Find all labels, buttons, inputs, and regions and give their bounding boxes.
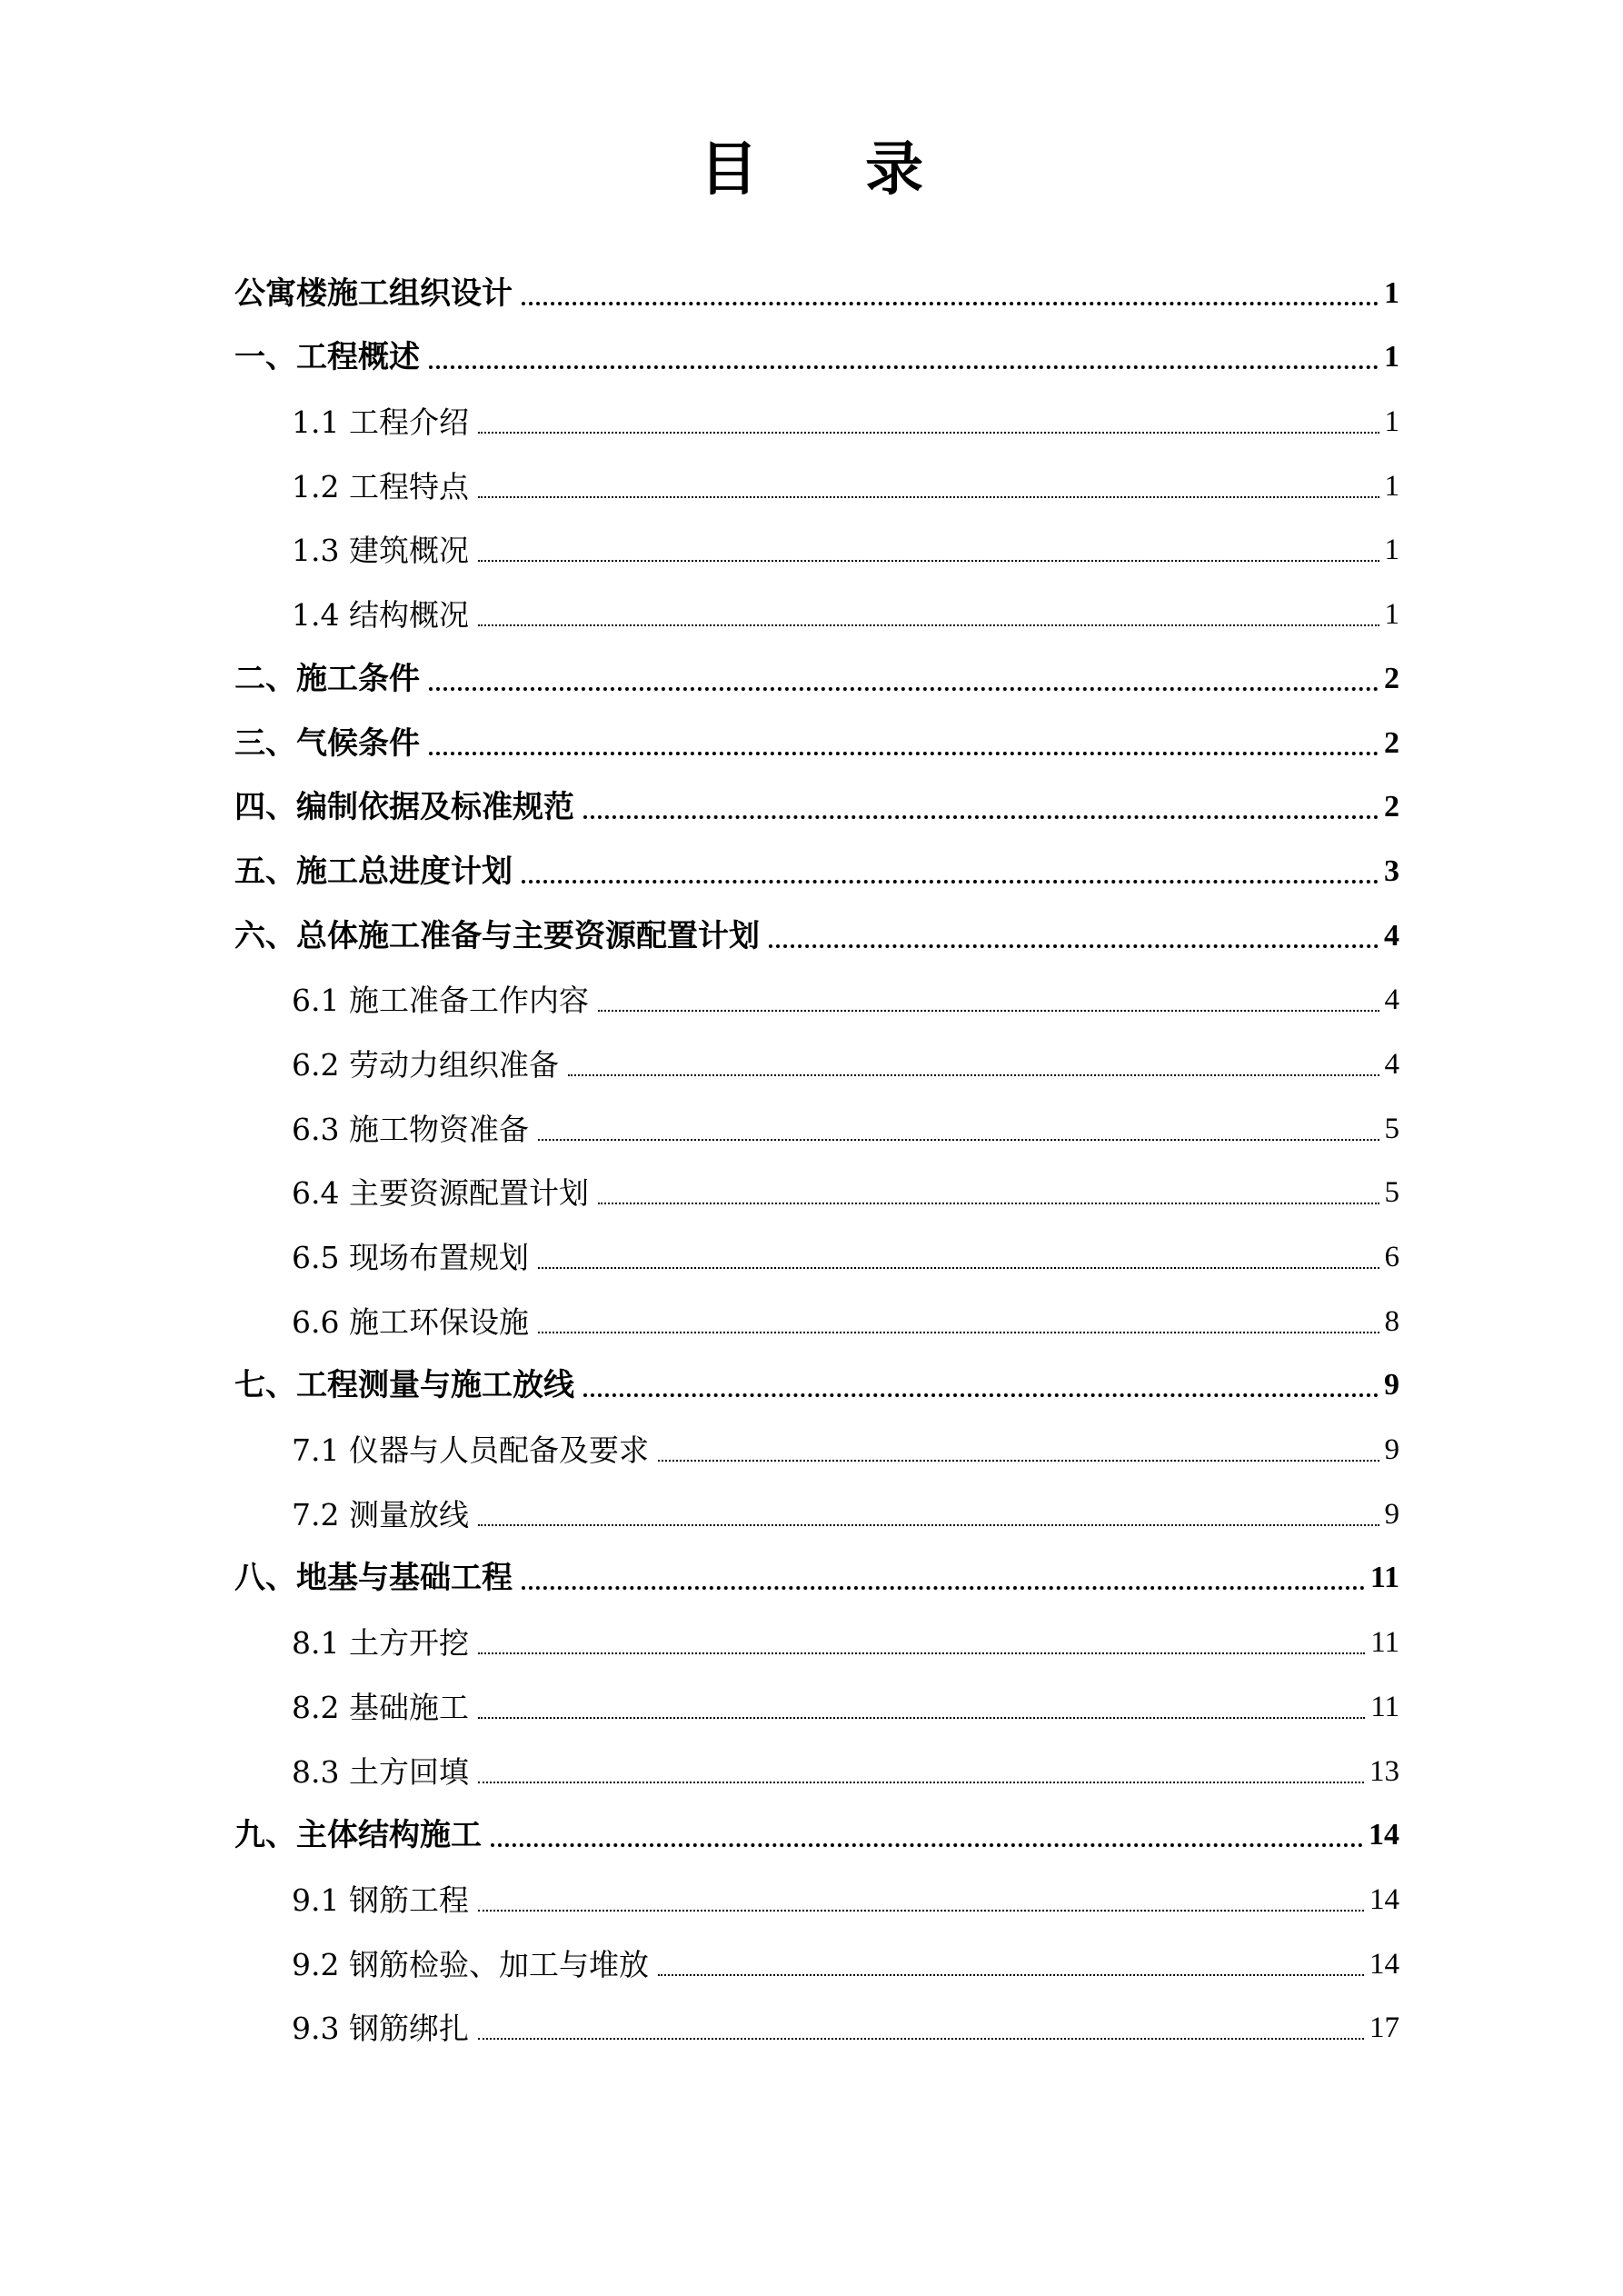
toc-page-number: 14 [1369, 1818, 1399, 1852]
toc-page-number: 1 [1384, 598, 1399, 632]
toc-chapter-entry[interactable] [234, 1350, 1399, 1414]
dot-leader [478, 1524, 1379, 1526]
toc-page-number: 1 [1384, 405, 1399, 439]
toc-chapter-entry[interactable] [234, 1542, 1399, 1607]
dot-leader [583, 1393, 1379, 1397]
toc-entry-label: 一、工程概述 [234, 339, 420, 376]
dot-leader [522, 302, 1379, 305]
toc-section-entry[interactable] [234, 1093, 1399, 1157]
toc-section-entry[interactable] [234, 450, 1399, 514]
dot-leader [478, 560, 1379, 562]
dot-leader [478, 1782, 1364, 1783]
toc-section-entry[interactable] [234, 1606, 1399, 1671]
toc-page-number: 5 [1384, 1112, 1399, 1145]
toc-entry-label: 7.1 仪器与人员配备及要求 [292, 1433, 649, 1469]
toc-page-number: 2 [1384, 661, 1399, 695]
dot-leader [429, 365, 1379, 369]
toc-section-entry[interactable] [234, 1671, 1399, 1735]
table-of-contents [234, 257, 1399, 2056]
dot-leader [598, 1203, 1379, 1204]
toc-page-number: 4 [1384, 918, 1399, 953]
toc-entry-label: 6.6 施工环保设施 [292, 1303, 529, 1340]
dot-leader [478, 2038, 1364, 2040]
toc-page-number: 5 [1384, 1176, 1399, 1210]
toc-section-entry[interactable] [234, 578, 1399, 643]
toc-entry-label: 8.2 基础施工 [292, 1689, 469, 1725]
toc-chapter-entry[interactable] [234, 707, 1399, 772]
toc-page-number: 17 [1369, 2011, 1399, 2045]
toc-chapter-entry[interactable] [234, 835, 1399, 900]
toc-page-number: 11 [1370, 1626, 1399, 1660]
toc-chapter-entry[interactable] [234, 643, 1399, 707]
toc-entry-label: 8.1 土方开挖 [292, 1625, 469, 1662]
toc-entry-label: 三、气候条件 [234, 724, 420, 762]
toc-section-entry[interactable] [234, 1992, 1399, 2057]
toc-section-entry[interactable] [234, 1028, 1399, 1093]
dot-leader [478, 496, 1379, 498]
toc-page-number: 9 [1384, 1368, 1399, 1403]
dot-leader [598, 1010, 1379, 1012]
toc-page-number: 4 [1384, 983, 1399, 1017]
toc-section-entry[interactable] [234, 1157, 1399, 1222]
toc-entry-label: 公寓楼施工组织设计 [234, 275, 513, 312]
toc-page-number: 8 [1384, 1304, 1399, 1338]
toc-page-number: 11 [1370, 1690, 1399, 1723]
toc-entry-label: 四、编制依据及标准规范 [234, 789, 574, 826]
toc-page-number: 1 [1384, 469, 1399, 503]
toc-chapter-entry[interactable] [234, 257, 1399, 322]
toc-page-number: 9 [1384, 1497, 1399, 1531]
dot-leader [478, 1652, 1365, 1654]
dot-leader [538, 1332, 1379, 1333]
toc-entry-label: 1.4 结构概况 [292, 597, 469, 634]
toc-entry-label: 9.2 钢筋检验、加工与堆放 [292, 1946, 649, 1982]
toc-entry-label: 9.1 钢筋工程 [292, 1882, 469, 1918]
toc-section-entry[interactable] [234, 514, 1399, 579]
toc-page-number: 1 [1384, 275, 1399, 310]
toc-entry-label: 6.2 劳动力组织准备 [292, 1046, 559, 1083]
toc-entry-label: 8.3 土方回填 [292, 1753, 469, 1790]
toc-entry-label: 1.2 工程特点 [292, 468, 469, 504]
toc-page-number: 1 [1384, 340, 1399, 374]
dot-leader [658, 1460, 1379, 1462]
toc-section-entry[interactable] [234, 1478, 1399, 1542]
toc-page-number: 6 [1384, 1241, 1399, 1273]
toc-chapter-entry[interactable] [234, 322, 1399, 386]
toc-section-entry[interactable] [234, 1285, 1399, 1350]
dot-leader [491, 1843, 1363, 1847]
toc-section-entry[interactable] [234, 1735, 1399, 1800]
toc-chapter-entry[interactable] [234, 772, 1399, 836]
toc-chapter-entry[interactable] [234, 1800, 1399, 1864]
toc-entry-label: 六、总体施工准备与主要资源配置计划 [234, 917, 760, 954]
dot-leader [583, 815, 1379, 819]
toc-section-entry[interactable] [234, 1863, 1399, 1928]
toc-section-entry[interactable] [234, 964, 1399, 1029]
toc-entry-label: 6.4 主要资源配置计划 [292, 1175, 589, 1212]
toc-page-number: 4 [1384, 1047, 1399, 1081]
toc-section-entry[interactable] [234, 1413, 1399, 1478]
toc-entry-label: 五、施工总进度计划 [234, 853, 513, 890]
toc-page-number: 13 [1369, 1754, 1399, 1788]
toc-entry-label: 9.3 钢筋绑扎 [292, 2011, 469, 2047]
toc-page-number: 1 [1384, 534, 1399, 567]
toc-page-number: 9 [1384, 1433, 1399, 1467]
dot-leader [429, 687, 1379, 691]
toc-page-number: 11 [1369, 1561, 1399, 1595]
toc-page-number: 2 [1384, 725, 1399, 760]
toc-entry-label: 1.1 工程介绍 [292, 404, 469, 441]
toc-entry-label: 6.5 现场布置规划 [292, 1240, 529, 1275]
dot-leader [538, 1139, 1379, 1141]
toc-section-entry[interactable] [234, 385, 1399, 450]
dot-leader [478, 1717, 1365, 1719]
dot-leader [658, 1974, 1364, 1976]
toc-entry-label: 七、工程测量与施工放线 [234, 1367, 574, 1404]
toc-page-number: 3 [1384, 854, 1399, 888]
toc-chapter-entry[interactable] [234, 900, 1399, 964]
toc-page-number: 2 [1384, 790, 1399, 824]
toc-section-entry[interactable] [234, 1221, 1399, 1285]
toc-entry-label: 八、地基与基础工程 [234, 1560, 513, 1597]
toc-page-number: 14 [1369, 1947, 1399, 1981]
dot-leader [522, 880, 1379, 883]
dot-leader [478, 624, 1379, 626]
page-title: 目 录 [699, 135, 968, 204]
dot-leader [522, 1586, 1365, 1590]
toc-entry-label: 1.3 建筑概况 [292, 533, 469, 569]
dot-leader [769, 944, 1379, 948]
dot-leader [568, 1074, 1379, 1076]
dot-leader [478, 432, 1379, 434]
toc-entry-label: 二、施工条件 [234, 660, 420, 697]
dot-leader [429, 752, 1379, 755]
toc-section-entry[interactable] [234, 1928, 1399, 1992]
dot-leader [478, 1910, 1364, 1912]
toc-entry-label: 九、主体结构施工 [234, 1817, 482, 1854]
toc-entry-label: 6.3 施工物资准备 [292, 1111, 529, 1147]
toc-entry-label: 6.1 施工准备工作内容 [292, 983, 589, 1019]
toc-page-number: 14 [1369, 1882, 1399, 1916]
toc-entry-label: 7.2 测量放线 [292, 1496, 469, 1532]
dot-leader [538, 1267, 1379, 1269]
